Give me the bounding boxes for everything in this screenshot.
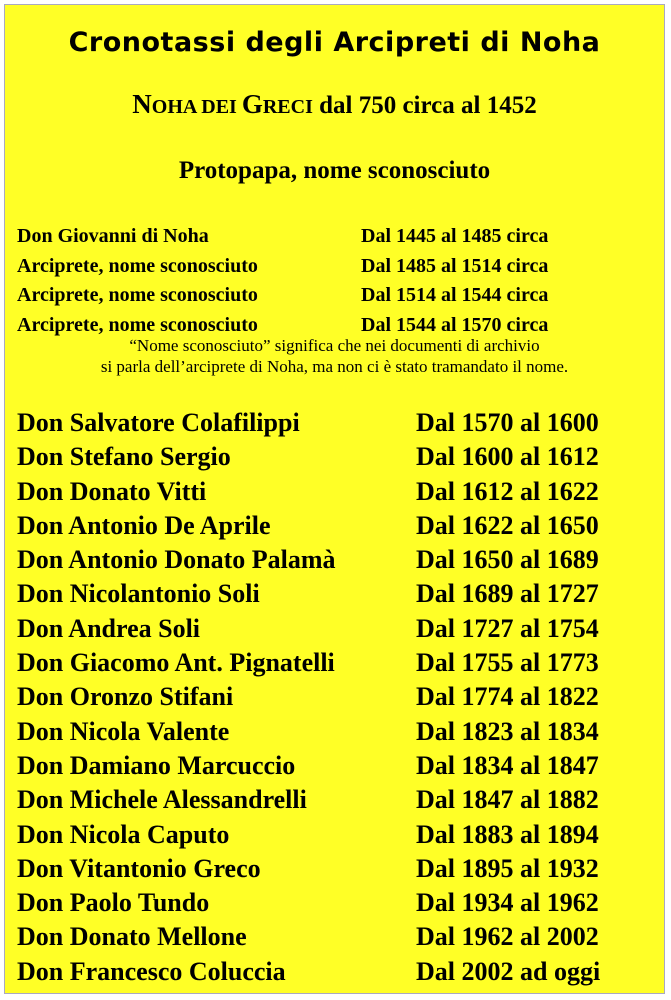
page-title: Cronotassi degli Arcipreti di Noha <box>68 27 601 58</box>
list-item <box>17 854 657 888</box>
archpriest-name: Arciprete, nome sconosciuto <box>17 284 258 306</box>
list-item <box>17 614 657 648</box>
archpriest-dates: Dal 1727 al 1754 <box>416 613 599 643</box>
archpriest-dates: Dal 1689 al 1727 <box>416 579 599 609</box>
subtitle-initial-n: N <box>132 89 152 119</box>
footnote <box>5 335 664 377</box>
archpriest-name: Don Donato Mellone <box>17 922 247 952</box>
subtitle-smallcaps-1: OHA DEI <box>151 96 242 118</box>
archpriest-name: Don Vitantonio Greco <box>17 853 261 883</box>
archpriest-dates: Dal 1570 al 1600 <box>416 408 599 437</box>
archpriest-name: Don Nicola Valente <box>17 716 230 746</box>
archpriest-name: Don Giovanni di Noha <box>17 225 209 247</box>
document-panel <box>4 4 665 994</box>
footnote-line-2: si parla dell’arciprete di Noha, ma non ci è stato tramandato il nome. <box>100 357 569 376</box>
archpriest-dates: Dal 1485 al 1514 circa <box>361 254 549 277</box>
list-item <box>17 255 657 285</box>
archpriest-dates: Dal 1895 al 1932 <box>416 853 599 883</box>
archpriest-name: Don Paolo Tundo <box>17 888 210 918</box>
archpriest-dates: Dal 1823 al 1834 <box>416 716 599 746</box>
list-item <box>17 820 657 854</box>
archpriest-name: Don Salvatore Colafilippi <box>17 408 300 437</box>
archpriest-name: Don Nicola Caputo <box>17 819 230 849</box>
list-item <box>17 408 657 442</box>
archpriest-dates: Dal 1612 al 1622 <box>416 476 599 506</box>
list-item <box>17 888 657 922</box>
subtitle-smallcaps-2: RECI <box>262 96 313 118</box>
archpriest-name: Don Nicolantonio Soli <box>17 579 260 609</box>
archpriest-dates: Dal 1755 al 1773 <box>416 648 599 678</box>
archpriest-dates: Dal 1600 al 1612 <box>416 442 599 472</box>
archpriest-name: Don Giacomo Ant. Pignatelli <box>17 648 335 678</box>
archpriest-dates: Dal 1514 al 1544 circa <box>361 284 549 306</box>
archpriest-name: Don Antonio De Aprile <box>17 510 271 540</box>
archpriest-dates: Dal 1445 al 1485 circa <box>361 225 549 247</box>
list-item <box>17 284 657 314</box>
list-item <box>17 511 657 545</box>
list-item <box>17 957 657 991</box>
protopapa-heading: Protopapa, nome sconosciuto <box>178 157 491 184</box>
archpriest-name: Don Donato Vitti <box>17 476 207 506</box>
list-item <box>17 648 657 682</box>
list-item <box>17 682 657 716</box>
archpriest-name: Don Oronzo Stifani <box>17 682 234 712</box>
archpriest-dates: Dal 1774 al 1822 <box>416 682 599 712</box>
archpriest-dates: Dal 2002 ad oggi <box>416 956 601 986</box>
archpriest-dates: Dal 1544 al 1570 circa <box>361 313 549 336</box>
list-item <box>17 922 657 956</box>
archpriest-dates: Dal 1883 al 1894 <box>416 819 599 849</box>
archpriest-dates: Dal 1650 al 1689 <box>416 545 599 575</box>
archpriest-name: Arciprete, nome sconosciuto <box>17 254 258 277</box>
footnote-line-1: “Nome sconosciuto” significa che nei documenti di archivio <box>129 336 540 355</box>
archpriest-name: Don Stefano Sergio <box>17 442 231 472</box>
list-item <box>17 751 657 785</box>
list-item <box>17 442 657 476</box>
subtitle-initial-g: G <box>241 89 263 119</box>
section-subtitle <box>5 89 664 120</box>
archpriest-dates: Dal 1934 al 1962 <box>416 888 599 918</box>
archpriest-name: Don Francesco Coluccia <box>17 956 286 986</box>
archpriest-name: Don Antonio Donato Palamà <box>17 545 336 575</box>
list-item <box>17 477 657 511</box>
archpriest-name: Don Andrea Soli <box>17 613 201 643</box>
list-item <box>17 225 657 255</box>
archpriest-name: Arciprete, nome sconosciuto <box>17 313 258 336</box>
archpriest-dates: Dal 1834 al 1847 <box>416 750 599 780</box>
archpriest-dates: Dal 1962 al 2002 <box>416 922 599 952</box>
archpriest-dates: Dal 1847 al 1882 <box>416 785 599 815</box>
early-archpriests-list <box>17 225 657 343</box>
archpriest-dates: Dal 1622 al 1650 <box>416 510 599 540</box>
archpriests-list <box>17 408 657 991</box>
list-item <box>17 717 657 751</box>
list-item <box>17 785 657 819</box>
archpriest-name: Don Damiano Marcuccio <box>17 750 296 780</box>
list-item <box>17 579 657 613</box>
archpriest-name: Don Michele Alessandrelli <box>17 785 307 815</box>
list-item <box>17 545 657 579</box>
subtitle-period: dal 750 circa al 1452 <box>312 92 537 119</box>
